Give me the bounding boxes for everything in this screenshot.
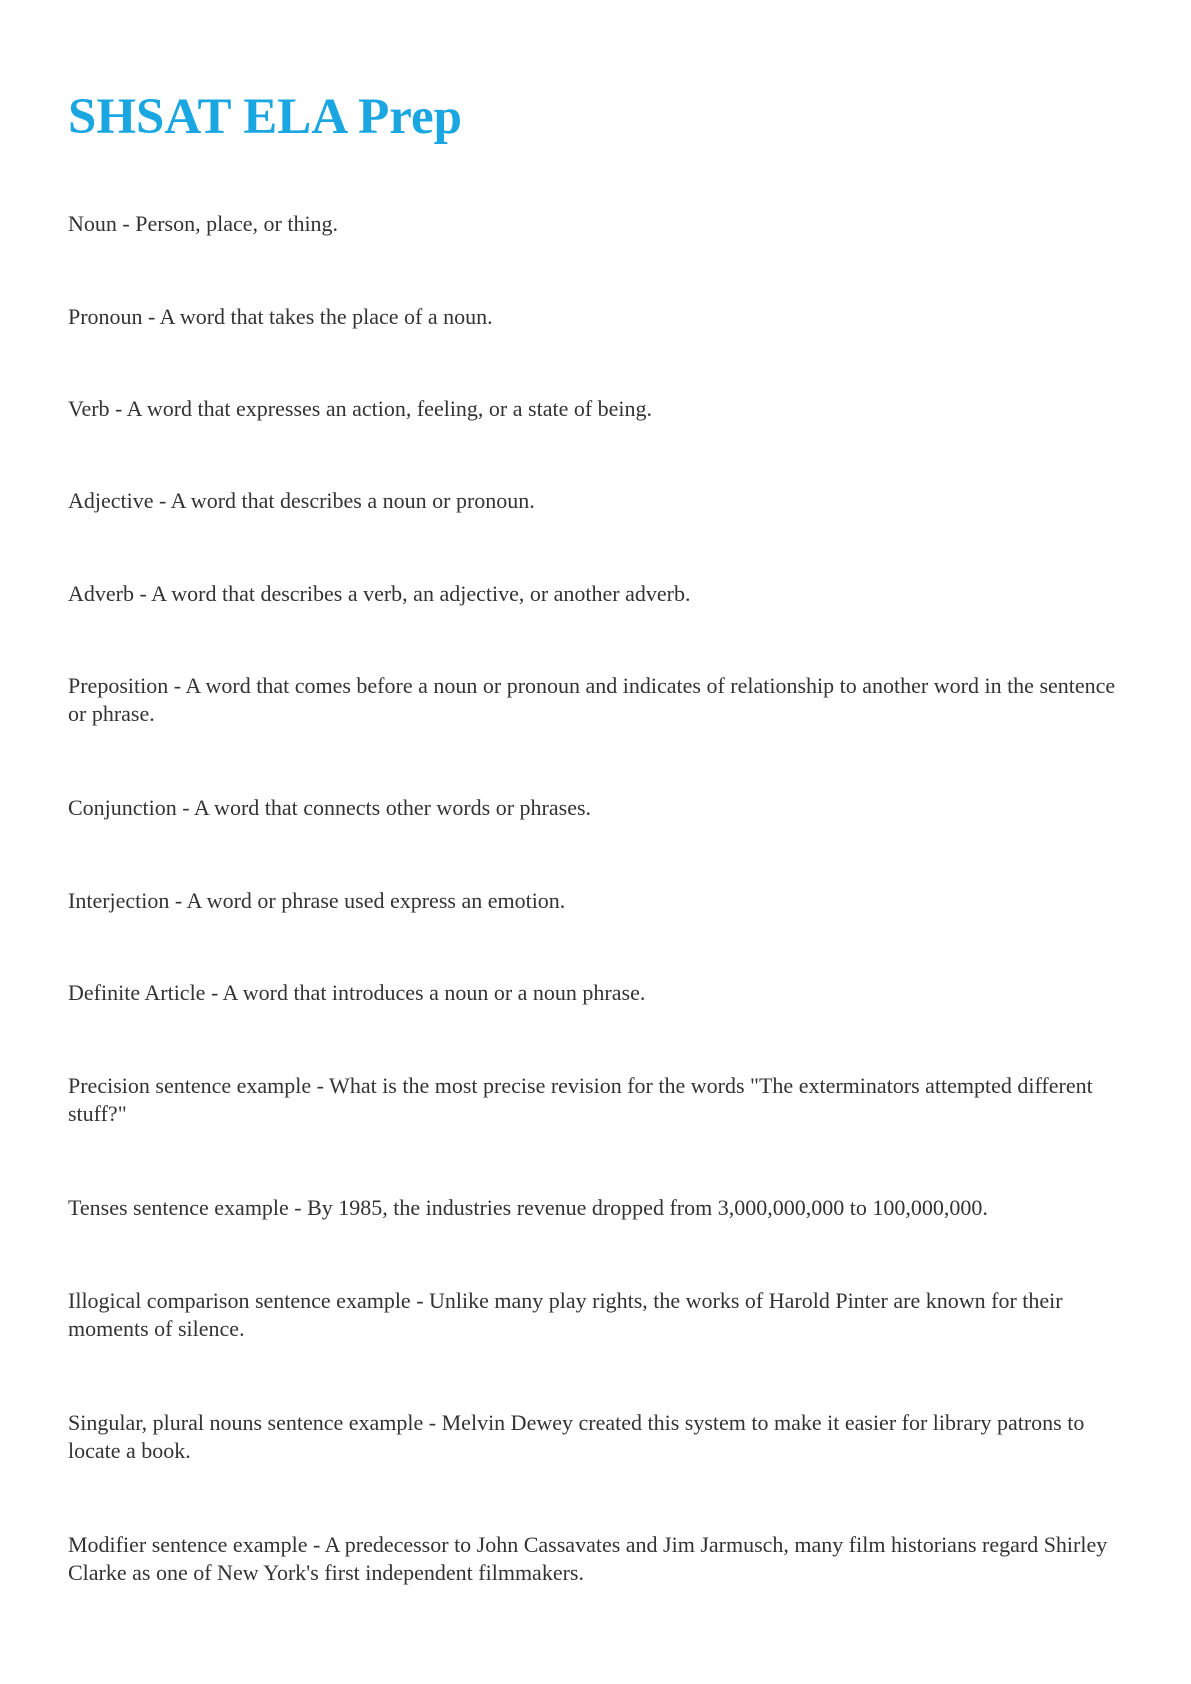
document-title: SHSAT ELA Prep	[68, 89, 462, 145]
entry-modifier-example: Modifier sentence example - A predecessor to John Cassavates and Jim Jarmusch, many film historians regard Shirley Clarke as one of New York's first independent filmmakers.	[68, 1532, 1108, 1585]
entry-precision-example: Precision sentence example - What is the most precise revision for the words "The exterminators attempted different stuff?"	[68, 1073, 1093, 1126]
entry-adverb: Adverb - A word that describes a verb, an adjective, or another adverb.	[68, 581, 691, 606]
entry-verb: Verb - A word that expresses an action, feeling, or a state of being.	[68, 396, 653, 421]
entry-pronoun: Pronoun - A word that takes the place of a noun.	[68, 304, 493, 329]
entry-tenses-example: Tenses sentence example - By 1985, the industries revenue dropped from 3,000,000,000 to 100,000,000.	[68, 1195, 988, 1220]
entry-conjunction: Conjunction - A word that connects other words or phrases.	[68, 795, 592, 820]
entry-noun: Noun - Person, place, or thing.	[68, 211, 339, 236]
entry-illogical-comparison-example: Illogical comparison sentence example - Unlike many play rights, the works of Harold Pinter are known for their moments of silence.	[68, 1288, 1063, 1341]
entry-adjective: Adjective - A word that describes a noun or pronoun.	[68, 488, 535, 513]
entry-preposition: Preposition - A word that comes before a noun or pronoun and indicates of relationship to another word in the sentence or phrase.	[68, 673, 1116, 726]
entry-definite-article: Definite Article - A word that introduces a noun or a noun phrase.	[68, 980, 646, 1005]
entry-interjection: Interjection - A word or phrase used express an emotion.	[68, 888, 566, 913]
entry-singular-plural-example: Singular, plural nouns sentence example - Melvin Dewey created this system to make it easier for library patrons to locate a book.	[68, 1410, 1085, 1463]
